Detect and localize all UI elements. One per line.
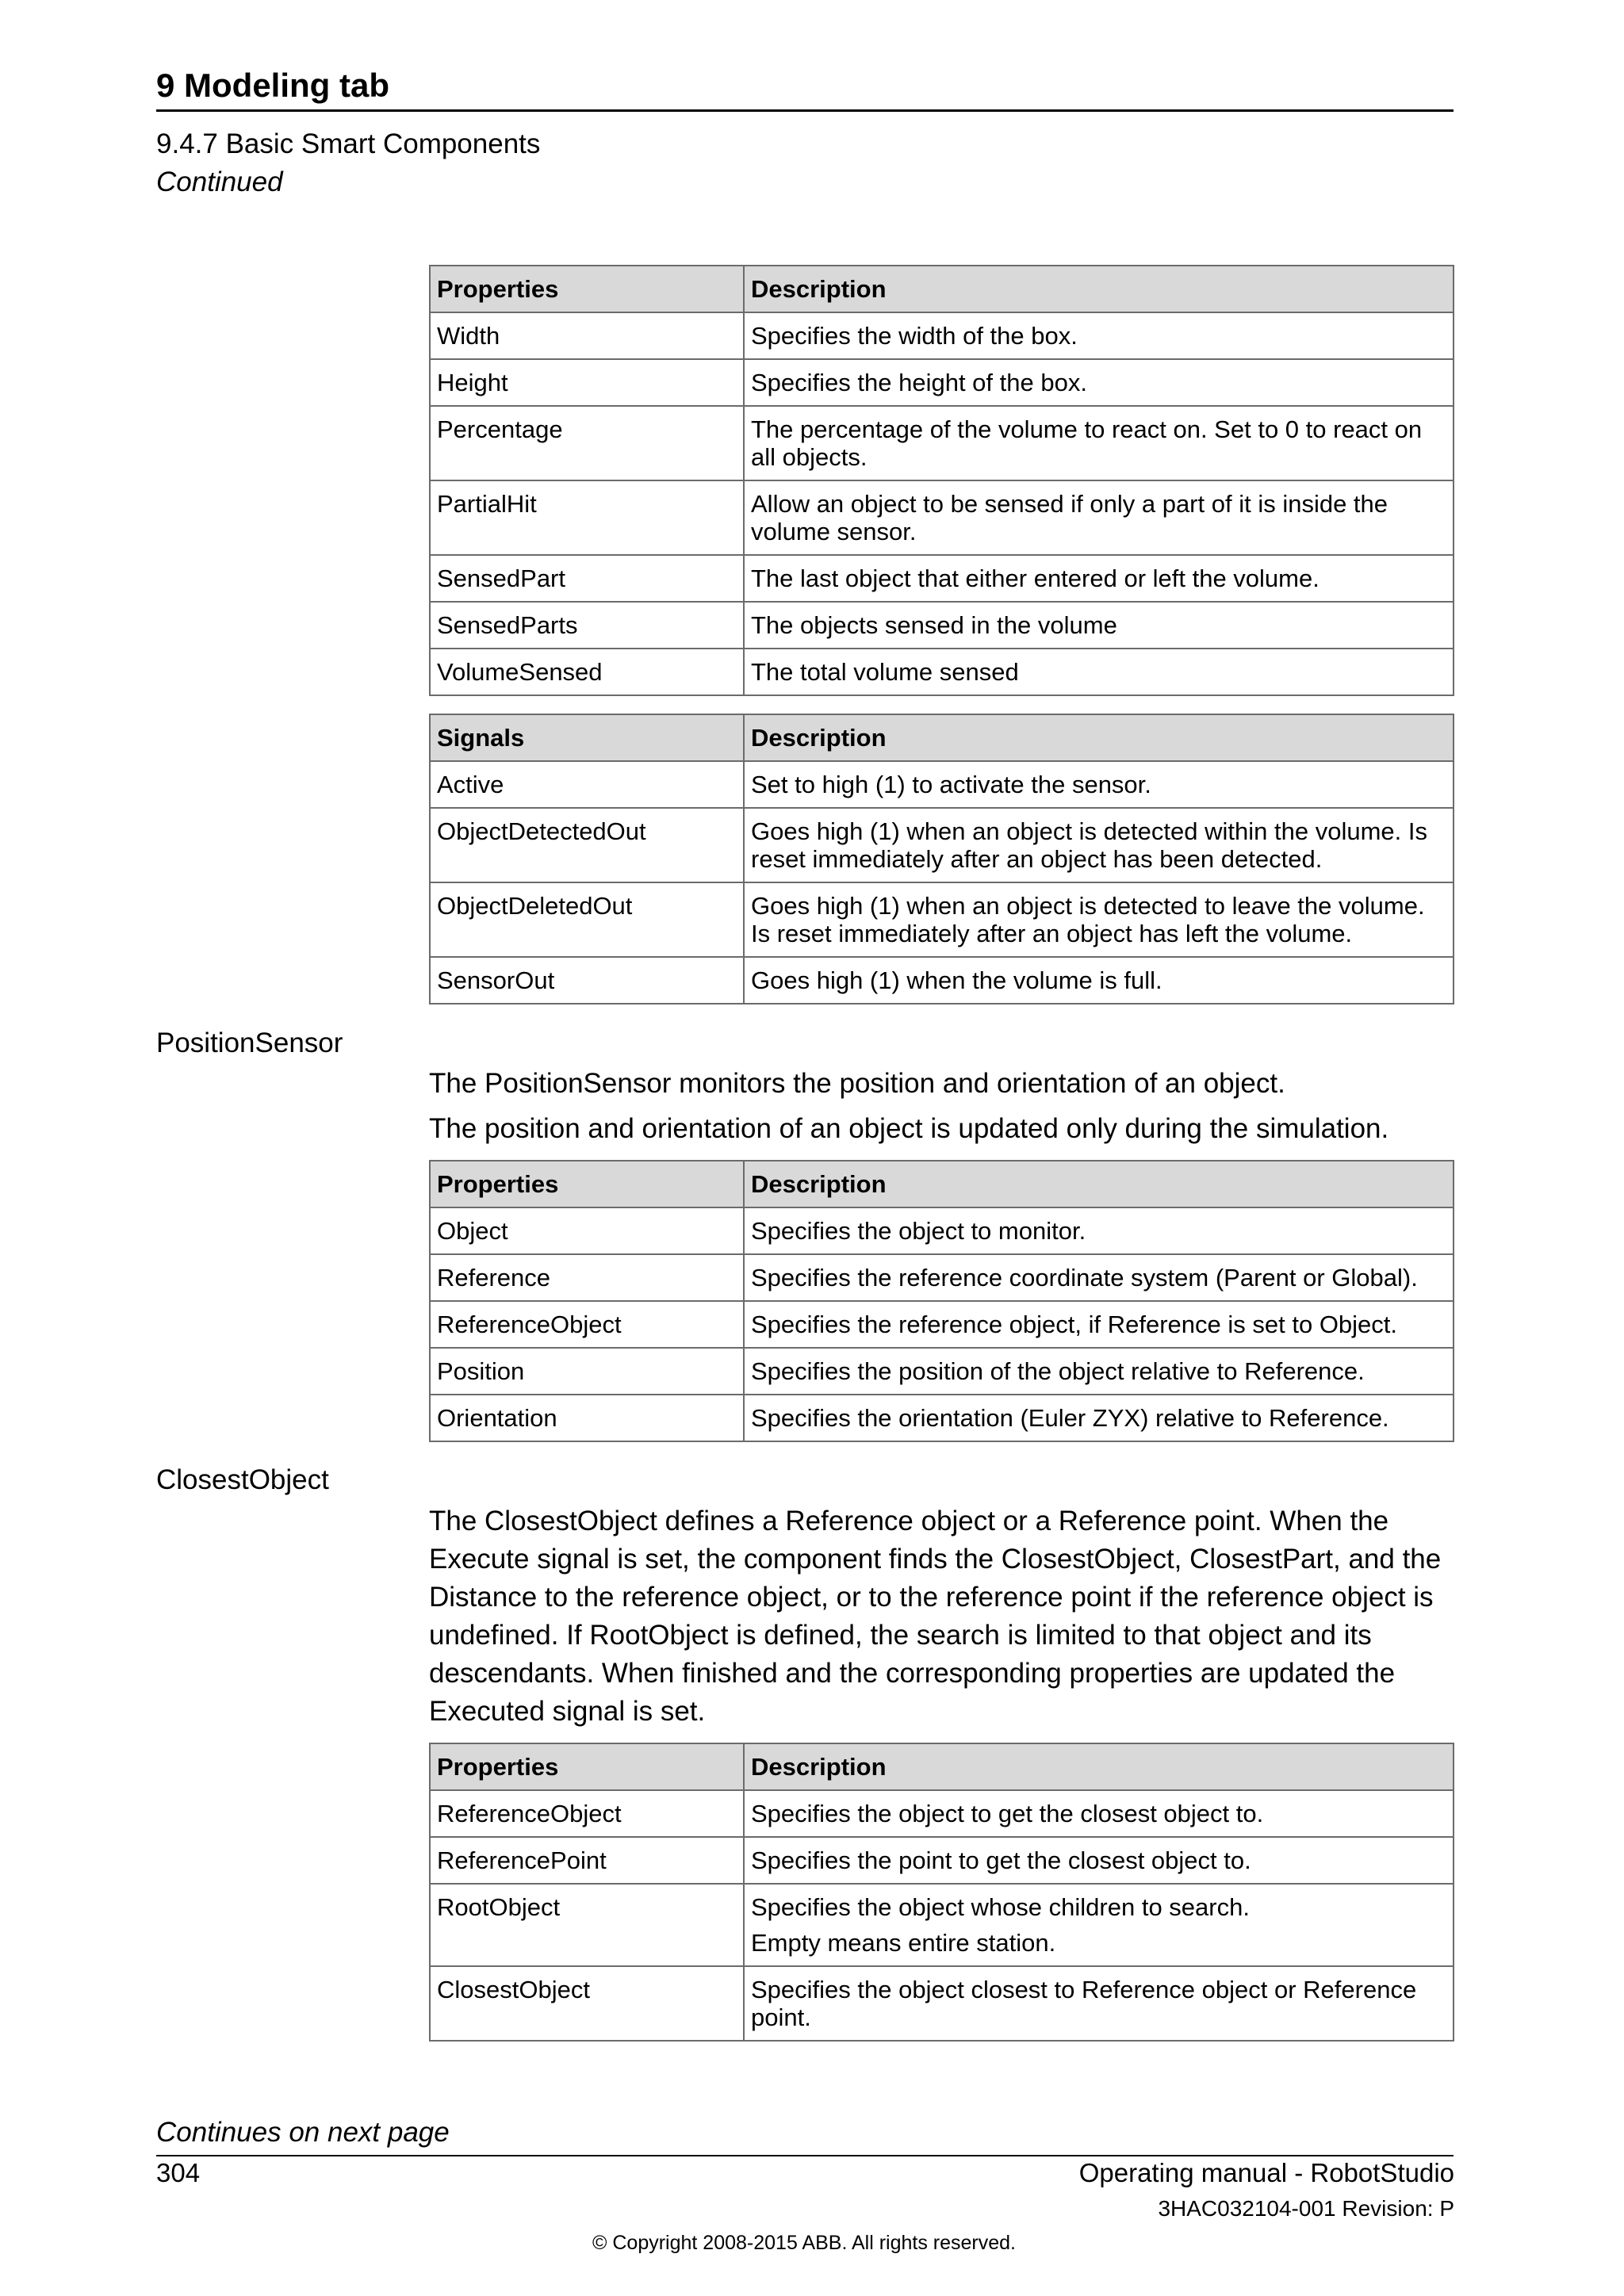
table-row xyxy=(430,761,1454,808)
position-sensor-paragraph: The position and orientation of an object is updated only during the simulation. xyxy=(429,1113,1389,1144)
table-header-cell: Properties xyxy=(430,1161,744,1207)
position-sensor-label: PositionSensor xyxy=(156,1027,343,1058)
table-row xyxy=(430,602,1454,649)
table-row xyxy=(430,1966,1454,2041)
property-description: Specifies the object whose children to search. Empty means entire station. xyxy=(744,1884,1454,1966)
property-description: Specifies the width of the box. xyxy=(744,312,1454,359)
table-row xyxy=(430,555,1454,602)
property-name: ClosestObject xyxy=(430,1966,744,2041)
property-description: Allow an object to be sensed if only a part of it is inside the volume sensor. xyxy=(744,480,1454,555)
property-name: Position xyxy=(430,1348,744,1395)
volume-sensor-properties-table xyxy=(429,265,1454,696)
continues-on-next-page: Continues on next page xyxy=(156,2117,450,2148)
property-description: Specifies the object to monitor. xyxy=(744,1207,1454,1254)
table-row xyxy=(430,1301,1454,1348)
signal-name: SensorOut xyxy=(430,957,744,1004)
property-description: The percentage of the volume to react on. Set to 0 to react on all objects. xyxy=(744,406,1454,480)
property-name: SensedPart xyxy=(430,555,744,602)
property-name: VolumeSensed xyxy=(430,649,744,695)
table-row xyxy=(430,1837,1454,1884)
property-name: RootObject xyxy=(430,1884,744,1966)
table-header-cell: Description xyxy=(744,1743,1454,1790)
header-rule xyxy=(156,109,1454,112)
signal-description: Goes high (1) when an object is detected to leave the volume. Is reset immediately after an object has left the volume. xyxy=(744,882,1454,957)
property-name: ReferencePoint xyxy=(430,1837,744,1884)
property-name: ReferenceObject xyxy=(430,1790,744,1837)
property-description: Specifies the orientation (Euler ZYX) relative to Reference. xyxy=(744,1395,1454,1441)
table-header-cell: Description xyxy=(744,714,1454,761)
closest-object-label: ClosestObject xyxy=(156,1464,329,1495)
section-continued-label: Continued xyxy=(156,166,283,197)
table-header-row xyxy=(430,1743,1454,1790)
signal-name: Active xyxy=(430,761,744,808)
table-row xyxy=(430,480,1454,555)
table-row xyxy=(430,957,1454,1004)
table-row xyxy=(430,882,1454,957)
table-row xyxy=(430,808,1454,882)
property-name: SensedParts xyxy=(430,602,744,649)
table-row xyxy=(430,312,1454,359)
property-description: Specifies the height of the box. xyxy=(744,359,1454,406)
volume-sensor-signals-table xyxy=(429,714,1454,1004)
table-header-row xyxy=(430,266,1454,312)
table-header-cell: Description xyxy=(744,266,1454,312)
table-row xyxy=(430,1395,1454,1441)
table-header-cell: Signals xyxy=(430,714,744,761)
property-name: Width xyxy=(430,312,744,359)
table-row xyxy=(430,1790,1454,1837)
signal-description: Goes high (1) when an object is detected within the volume. Is reset immediately after an object has been detected. xyxy=(744,808,1454,882)
property-description: Specifies the reference coordinate system (Parent or Global). xyxy=(744,1254,1454,1301)
table-header-cell: Properties xyxy=(430,1743,744,1790)
property-description: Specifies the object to get the closest object to. xyxy=(744,1790,1454,1837)
chapter-title: 9 Modeling tab xyxy=(156,67,389,104)
closest-object-paragraph: The ClosestObject defines a Reference object or a Reference point. When the Execute signal is set, the component finds the ClosestObject, ClosestPart, and the Distance to the reference object, or to the reference point if the reference object is undefined. If RootObject is defined, the search is limited to that object and its descendants. When finished and the corresponding properties are updated the Executed signal is set. xyxy=(429,1506,1442,1727)
property-name: Height xyxy=(430,359,744,406)
table-header-cell: Description xyxy=(744,1161,1454,1207)
table-row xyxy=(430,359,1454,406)
closest-object-properties-table xyxy=(429,1743,1454,2042)
page-number: 304 xyxy=(156,2158,201,2187)
table-header-row xyxy=(430,1161,1454,1207)
property-description: Specifies the position of the object relative to Reference. xyxy=(744,1348,1454,1395)
position-sensor-properties-table xyxy=(429,1160,1454,1442)
property-description: The objects sensed in the volume xyxy=(744,602,1454,649)
property-name: PartialHit xyxy=(430,480,744,555)
property-name: ReferenceObject xyxy=(430,1301,744,1348)
property-name: Object xyxy=(430,1207,744,1254)
signal-description: Set to high (1) to activate the sensor. xyxy=(744,761,1454,808)
table-row xyxy=(430,406,1454,480)
property-description: The last object that either entered or left the volume. xyxy=(744,555,1454,602)
signal-name: ObjectDetectedOut xyxy=(430,808,744,882)
manual-title: Operating manual - RobotStudio xyxy=(1078,2158,1454,2187)
property-name: Reference xyxy=(430,1254,744,1301)
table-header-row xyxy=(430,714,1454,761)
property-description: The total volume sensed xyxy=(744,649,1454,695)
table-row xyxy=(430,1254,1454,1301)
property-note: Empty means entire station. xyxy=(751,1929,1056,1957)
table-row xyxy=(430,649,1454,695)
signal-description: Goes high (1) when the volume is full. xyxy=(744,957,1454,1004)
document-id: 3HAC032104-001 Revision: P xyxy=(1158,2196,1454,2221)
property-description: Specifies the reference object, if Reference is set to Object. xyxy=(744,1301,1454,1348)
footer-rule xyxy=(156,2155,1454,2156)
property-name: Percentage xyxy=(430,406,744,480)
property-description: Specifies the point to get the closest object to. xyxy=(744,1837,1454,1884)
table-header-cell: Properties xyxy=(430,266,744,312)
position-sensor-paragraph: The PositionSensor monitors the position and orientation of an object. xyxy=(429,1068,1285,1099)
table-row xyxy=(430,1884,1454,1966)
property-description: Specifies the object closest to Reference object or Reference point. xyxy=(744,1966,1454,2041)
table-row xyxy=(430,1207,1454,1254)
copyright: © Copyright 2008-2015 ABB. All rights reserved. xyxy=(592,2232,1016,2254)
signal-name: ObjectDeletedOut xyxy=(430,882,744,957)
table-row xyxy=(430,1348,1454,1395)
property-name: Orientation xyxy=(430,1395,744,1441)
section-title: 9.4.7 Basic Smart Components xyxy=(156,128,541,159)
